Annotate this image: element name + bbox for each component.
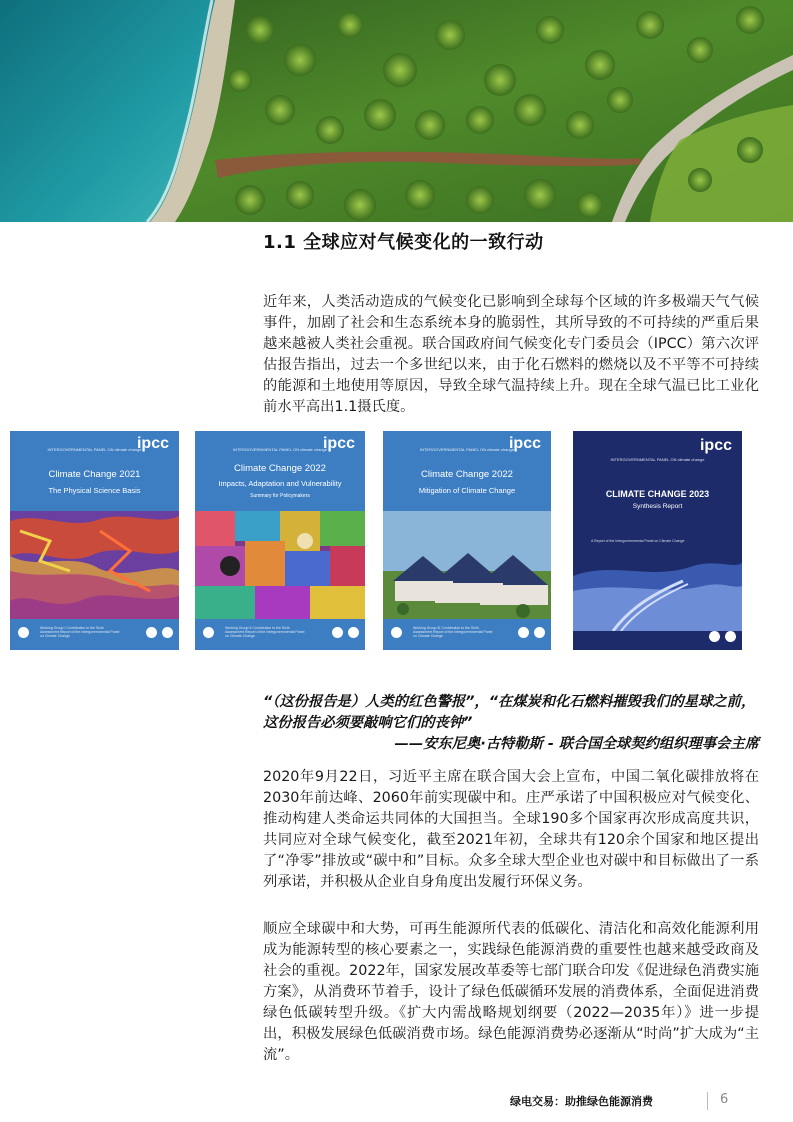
footer-label: 绿电交易：助推绿色能源消费 bbox=[510, 1095, 653, 1108]
unep-seal-icon bbox=[725, 631, 736, 642]
quote-text: “（这份报告是）人类的红色警报”，“在煤炭和化石燃料摧毁我们的星球之前，这份报告必须要敲响它们的丧钟” bbox=[263, 694, 756, 731]
climate-stripes-map bbox=[10, 511, 179, 619]
ipcc-cover-2022-mitigation bbox=[383, 431, 551, 650]
unep-seal-icon bbox=[332, 627, 343, 638]
section-title: 1.1 全球应对气候变化的一致行动 bbox=[263, 232, 544, 253]
un-seal-icon bbox=[162, 627, 173, 638]
unep-seal-icon bbox=[518, 627, 529, 638]
wmo-seal-icon bbox=[709, 631, 720, 642]
page-footer bbox=[0, 1092, 793, 1112]
ipcc-logo: ipcc bbox=[322, 435, 355, 452]
cover-subtitle: Mitigation of Climate Change bbox=[418, 486, 516, 495]
cover-footnote: Working Group I Contribution to the Sixth Assessment Report of the Intergovernmental Panel on Climate Change bbox=[40, 626, 120, 638]
wmo-seal-icon bbox=[203, 627, 214, 638]
cover-panel-text: INTERGOVERNMENTAL PANEL ON climate change bbox=[232, 447, 328, 452]
cover-panel-text: INTERGOVERNMENTAL PANEL ON climate change bbox=[47, 447, 142, 452]
footer-divider bbox=[707, 1092, 708, 1110]
ipcc-cover-2021 bbox=[10, 431, 179, 650]
quote-attribution: ——安东尼奥·古特勒斯 - 联合国全球契约组织理事会主席 bbox=[394, 736, 759, 752]
cover-title: Climate Change 2021 bbox=[48, 469, 141, 480]
cover-title: Climate Change 2022 bbox=[234, 463, 326, 474]
collage-artwork bbox=[195, 511, 365, 619]
wmo-seal-icon bbox=[18, 627, 29, 638]
unep-seal-icon bbox=[146, 627, 157, 638]
page-number: 6 bbox=[720, 1092, 729, 1107]
cover-panel-text: INTERGOVERNMENTAL PANEL ON climate change bbox=[610, 457, 705, 462]
cover-title: CLIMATE CHANGE 2023 bbox=[605, 489, 710, 499]
cover-extra: Summary for Policymakers bbox=[250, 493, 310, 499]
ipcc-logo: ipcc bbox=[699, 437, 732, 454]
misty-landscape-photo bbox=[573, 551, 742, 631]
body-paragraph-1: 2020年9月22日，习近平主席在联合国大会上宣布，中国二氧化碳排放将在2030年前达峰、2060年前实现碳中和。庄严承诺了中国积极应对气候变化、推动构建人类命运共同体的大国担当。全球190多个国家再次形成高度共识，共同应对全球气候变化，截至2021年初，全球共有120余个国家和地区提出了“净零”排放或“碳中和”目标。众多全球大型企业也对碳中和目标做出了一系列承诺，并积极从企业自身角度出发履行环保义务。 bbox=[263, 769, 759, 890]
hero-illustration bbox=[0, 0, 793, 222]
ipcc-logo: ipcc bbox=[136, 435, 169, 452]
intro-paragraph: 近年来，人类活动造成的气候变化已影响到全球每个区域的许多极端天气气候事件，加剧了社会和生态系统本身的脆弱性，其所导致的不可持续的严重后果越来越被人类社会重视。联合国政府间气候变化专门委员会（IPCC）第六次评估报告指出，过去一个多世纪以来，由于化石燃料的燃烧以及不平等不可持续的能源和土地使用等原因，导致全球气温持续上升。现在全球气温已比工业化前水平高出1.1摄氏度。 bbox=[263, 294, 759, 415]
cover-panel-text: INTERGOVERNMENTAL PANEL ON climate change bbox=[419, 447, 515, 452]
cover-subtitle: Impacts, Adaptation and Vulnerability bbox=[218, 479, 342, 488]
wmo-seal-icon bbox=[391, 627, 402, 638]
guterres-quote bbox=[263, 692, 759, 755]
cover-subtitle: Synthesis Report bbox=[632, 503, 683, 510]
body-paragraph-2: 顺应全球碳中和大势，可再生能源所代表的低碳化、清洁化和高效化能源利用成为能源转型的核心要素之一，实践绿色能源消费的重要性也越来越受政商及社会的重视。2022年，国家发展改革委等七部门联合印发《促进绿色消费实施方案》，从消费环节着手，设计了绿色低碳循环发展的消费体系，全面促进消费绿色低碳转型升级。《扩大内需战略规划纲要（2022—2035年）》进一步提出，积极发展绿色低碳消费市场。绿色能源消费势必逐渐从“时尚”扩大成为“主流”。 bbox=[263, 921, 759, 1063]
cover-extra: A Report of the Intergovernmental Panel on Climate Change bbox=[591, 539, 685, 543]
solar-houses-photo bbox=[383, 511, 551, 619]
ipcc-logo: ipcc bbox=[508, 435, 541, 452]
cover-footnote: Working Group III Contribution to the Sixth Assessment Report of the Intergovernmental Panel on Climate Change bbox=[413, 626, 493, 638]
cover-footnote: Working Group II Contribution to the Sixth Assessment Report of the Intergovernmental Panel on Climate Change bbox=[225, 626, 305, 638]
un-seal-icon bbox=[348, 627, 359, 638]
ipcc-cover-2023-synthesis bbox=[573, 431, 742, 650]
hero-aerial-image bbox=[0, 0, 793, 222]
un-seal-icon bbox=[534, 627, 545, 638]
cover-title: Climate Change 2022 bbox=[421, 469, 513, 480]
ipcc-cover-2022-impacts bbox=[195, 431, 365, 650]
cover-subtitle: The Physical Science Basis bbox=[48, 486, 141, 495]
